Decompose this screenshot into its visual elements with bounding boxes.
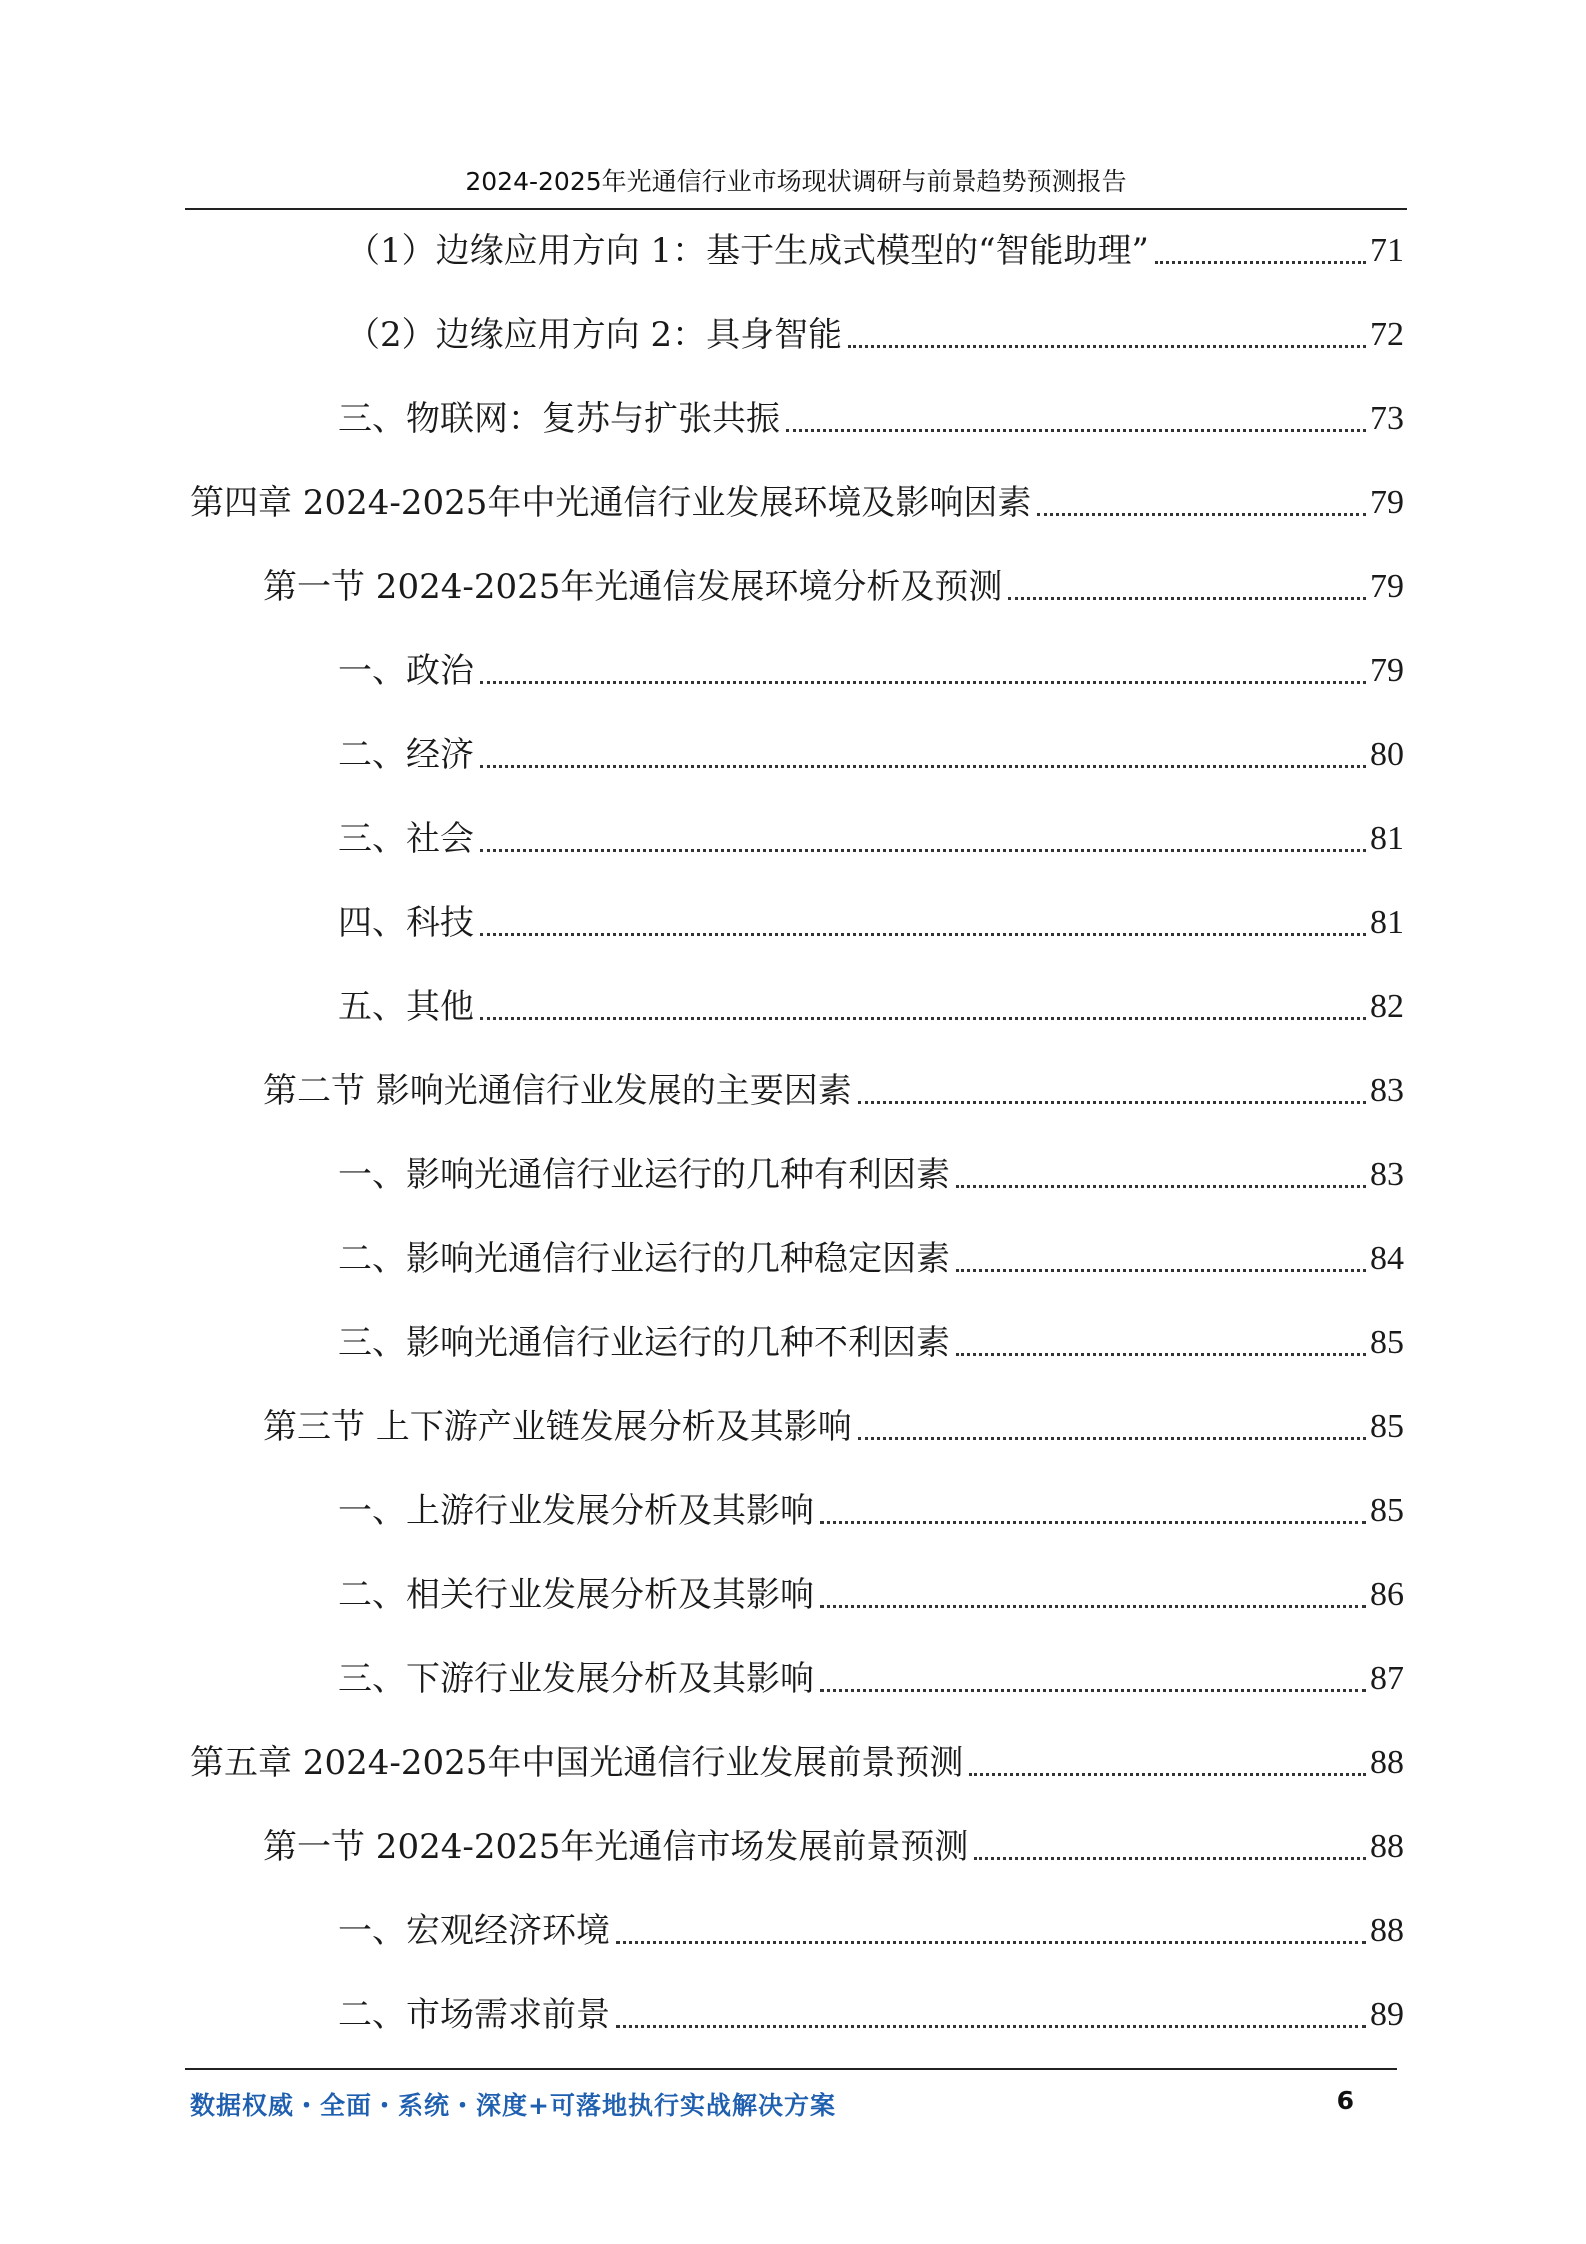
- toc-dot-leader: [956, 1353, 1366, 1356]
- toc-entry-title: 三、社会: [338, 819, 474, 859]
- toc-entry-page: 83: [1370, 1156, 1404, 1193]
- toc-dot-leader: [1155, 261, 1366, 264]
- toc-entry[interactable]: [338, 1906, 1404, 1956]
- toc-entry[interactable]: [263, 1402, 1404, 1452]
- toc-entry-title: 二、市场需求前景: [338, 1995, 610, 2035]
- toc-entry-page: 81: [1370, 820, 1404, 857]
- toc-entry-title: 五、其他: [338, 987, 474, 1027]
- toc-dot-leader: [786, 429, 1366, 432]
- toc-entry[interactable]: [338, 814, 1404, 864]
- toc-dot-leader: [480, 765, 1366, 768]
- toc-entry[interactable]: [338, 898, 1404, 948]
- toc-entry-title: 一、影响光通信行业运行的几种有利因素: [338, 1155, 950, 1195]
- toc-entry-page: 73: [1370, 400, 1404, 437]
- toc-entry-page: 86: [1370, 1576, 1404, 1613]
- toc-entry-page: 88: [1370, 1744, 1404, 1781]
- toc-entry[interactable]: [338, 1654, 1404, 1704]
- header-divider: [185, 208, 1407, 210]
- toc-dot-leader: [480, 933, 1366, 936]
- toc-entry[interactable]: [263, 562, 1404, 612]
- toc-entry-title: 第一节 2024-2025年光通信发展环境分析及预测: [263, 567, 1003, 607]
- page-header-title: 2024-2025年光通信行业市场现状调研与前景趋势预测报告: [465, 167, 1127, 196]
- toc-entry-title: 第五章 2024-2025年中国光通信行业发展前景预测: [190, 1743, 964, 1783]
- toc-entry-page: 79: [1370, 568, 1404, 605]
- toc-entry-page: 85: [1370, 1324, 1404, 1361]
- toc-entry-title: 四、科技: [338, 903, 474, 943]
- toc-dot-leader: [616, 1941, 1366, 1944]
- toc-dot-leader: [820, 1689, 1366, 1692]
- toc-entry-page: 89: [1370, 1996, 1404, 2033]
- toc-dot-leader: [858, 1101, 1366, 1104]
- toc-entry-page: 88: [1370, 1828, 1404, 1865]
- toc-entry-title: 二、经济: [338, 735, 474, 775]
- toc-entry-title: 三、下游行业发展分析及其影响: [338, 1659, 814, 1699]
- toc-entry[interactable]: [338, 1990, 1404, 2040]
- toc-entry-title: 三、物联网：复苏与扩张共振: [338, 399, 780, 439]
- toc-entry-title: （2）边缘应用方向 2：具身智能: [346, 315, 843, 355]
- toc-entry[interactable]: [338, 646, 1404, 696]
- toc-entry[interactable]: [338, 982, 1404, 1032]
- toc-entry-title: 三、影响光通信行业运行的几种不利因素: [338, 1323, 950, 1363]
- toc-entry-page: 81: [1370, 904, 1404, 941]
- toc-entry-title: 第二节 影响光通信行业发展的主要因素: [263, 1071, 852, 1111]
- toc-entry[interactable]: [346, 226, 1404, 276]
- toc-dot-leader: [848, 345, 1366, 348]
- toc-dot-leader: [858, 1437, 1366, 1440]
- toc-entry-page: 84: [1370, 1240, 1404, 1277]
- toc-entry[interactable]: [346, 310, 1404, 360]
- toc-entry-page: 85: [1370, 1408, 1404, 1445]
- toc-entry-title: 一、政治: [338, 651, 474, 691]
- toc-entry-page: 72: [1370, 316, 1404, 353]
- toc-entry-page: 80: [1370, 736, 1404, 773]
- toc-entry[interactable]: [338, 1150, 1404, 1200]
- toc-entry-title: 第一节 2024-2025年光通信市场发展前景预测: [263, 1827, 969, 1867]
- toc-dot-leader: [956, 1185, 1366, 1188]
- toc-dot-leader: [1037, 513, 1366, 516]
- toc-dot-leader: [480, 849, 1366, 852]
- toc-entry-page: 87: [1370, 1660, 1404, 1697]
- toc-dot-leader: [969, 1773, 1366, 1776]
- toc-entry-title: （1）边缘应用方向 1：基于生成式模型的“智能助理”: [346, 231, 1149, 271]
- toc-entry-title: 第三节 上下游产业链发展分析及其影响: [263, 1407, 852, 1447]
- footer-divider: [185, 2068, 1397, 2070]
- toc-entry[interactable]: [338, 1234, 1404, 1284]
- toc-dot-leader: [1008, 597, 1366, 600]
- toc-entry-page: 85: [1370, 1492, 1404, 1529]
- toc-dot-leader: [616, 2025, 1366, 2028]
- toc-dot-leader: [480, 1017, 1366, 1020]
- toc-entry[interactable]: [190, 478, 1404, 528]
- toc-entry[interactable]: [190, 1738, 1404, 1788]
- toc-dot-leader: [820, 1605, 1366, 1608]
- toc-entry-title: 二、相关行业发展分析及其影响: [338, 1575, 814, 1615]
- toc-entry-title: 一、上游行业发展分析及其影响: [338, 1491, 814, 1531]
- toc-entry-title: 第四章 2024-2025年中光通信行业发展环境及影响因素: [190, 483, 1032, 523]
- toc-entry[interactable]: [263, 1822, 1404, 1872]
- toc-entry[interactable]: [338, 1570, 1404, 1620]
- toc-entry[interactable]: [263, 1066, 1404, 1116]
- toc-entry-page: 71: [1370, 232, 1404, 269]
- toc-dot-leader: [974, 1857, 1366, 1860]
- toc-dot-leader: [956, 1269, 1366, 1272]
- page-number: 6: [1336, 2086, 1354, 2115]
- toc-entry[interactable]: [338, 394, 1404, 444]
- toc-entry-page: 79: [1370, 484, 1404, 521]
- footer-slogan: 数据权威・全面・系统・深度+可落地执行实战解决方案: [190, 2091, 836, 2120]
- toc-entry[interactable]: [338, 1318, 1404, 1368]
- toc-entry[interactable]: [338, 1486, 1404, 1536]
- toc-entry-page: 82: [1370, 988, 1404, 1025]
- toc-entry-page: 79: [1370, 652, 1404, 689]
- toc-dot-leader: [480, 681, 1366, 684]
- toc-dot-leader: [820, 1521, 1366, 1524]
- toc-entry-title: 二、影响光通信行业运行的几种稳定因素: [338, 1239, 950, 1279]
- toc-entry-page: 83: [1370, 1072, 1404, 1109]
- toc-entry[interactable]: [338, 730, 1404, 780]
- toc-entry-page: 88: [1370, 1912, 1404, 1949]
- toc-entry-title: 一、宏观经济环境: [338, 1911, 610, 1951]
